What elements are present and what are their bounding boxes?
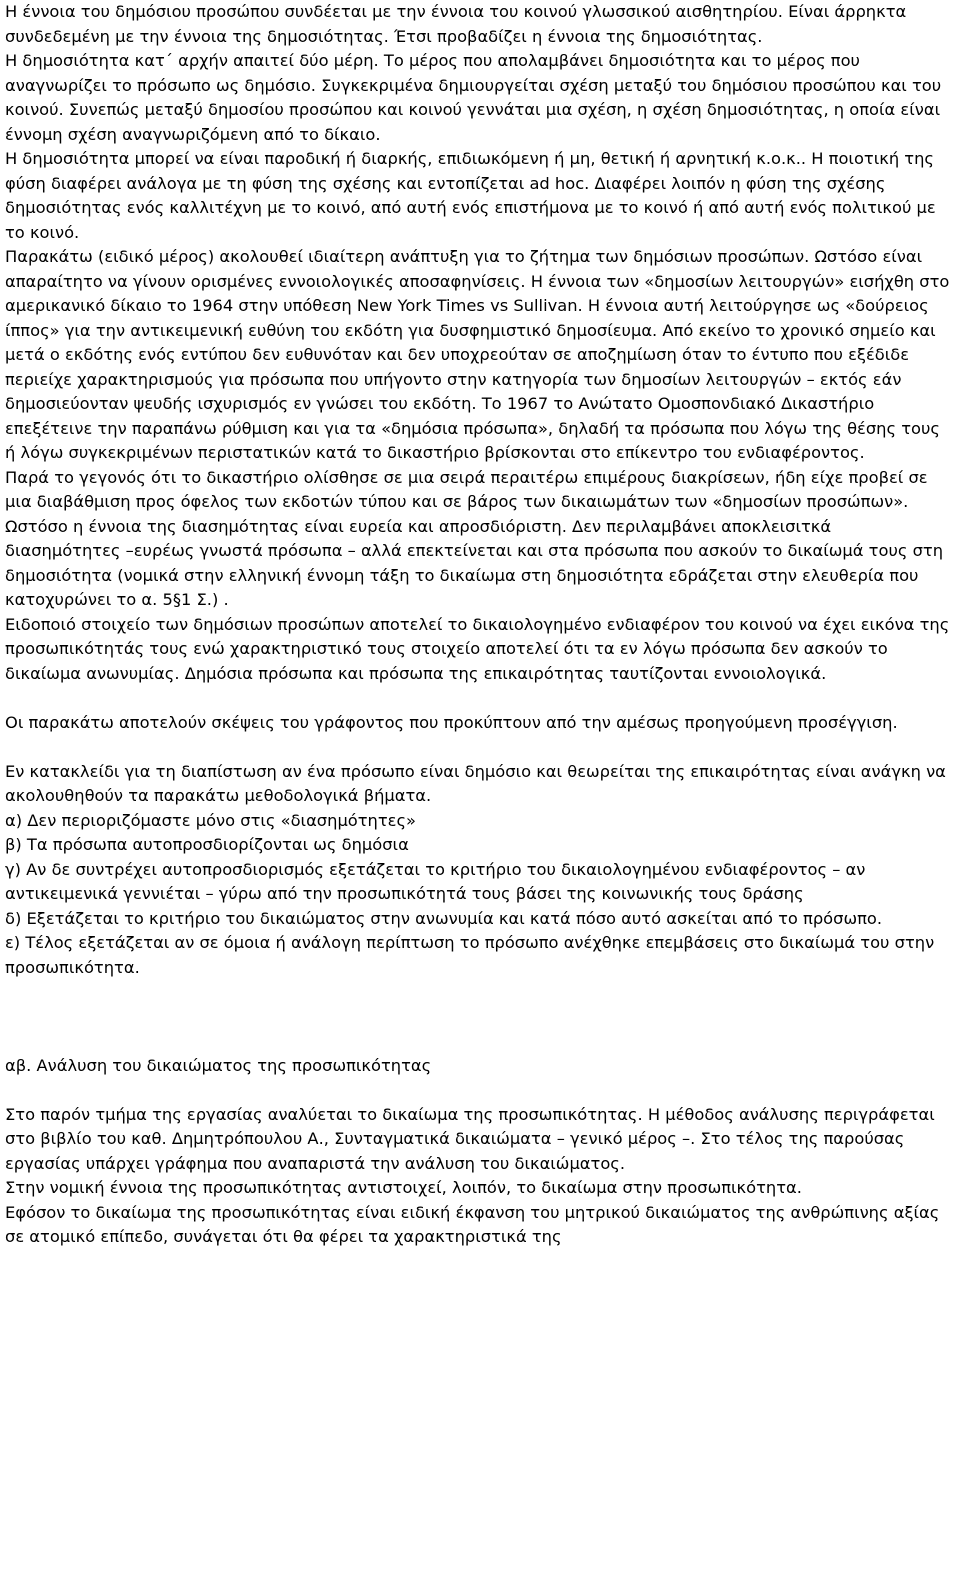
list-item-step-b: β) Τα πρόσωπα αυτοπροσδιορίζονται ως δημόσια [5, 835, 409, 854]
paragraph-publicity-nature: Η δημοσιότητα μπορεί να είναι παροδική ή διαρκής, επιδιωκόμενη ή μη, θετική ή αρνητική κ.ο.κ.. Η ποιοτική της φύση διαφέρει ανάλογα με τη φύση της σχέσης και εντοπίζεται ad hoc. Διαφέρει λοιπόν η φύση της σχέσης δημοσιότητας ενός καλλιτέχνη με το κοινό, από αυτή ενός επιστήμονα με το κοινό ή από αυτή ενός πολιτικού με το κοινό. [5, 149, 936, 242]
paragraph-conclusion: Εν κατακλείδι για τη διαπίστωση αν ένα πρόσωπο είναι δημόσιο και θεωρείται της επικαιρότητας είναι ανάγκη να ακολουθηθούν τα παρακάτω μεθοδολογικά βήματα. [5, 761, 946, 805]
paragraph-celebrity-concept: Παρά το γεγονός ότι το δικαστήριο ολίσθησε σε μια σειρά περαιτέρω επιμέρους διακρίσεων, ήδη είχε προβεί σε μια διαβάθμιση προς όφελος των εκδοτών τύπου και σε βάρος των δικαιωμάτων των «δημοσίων προσώπων». Ωστόσο η έννοια της διασημότητας είναι ευρεία και απροσδιόριστη. Δεν περιλαμβάνει αποκλεισιτκά διασημότητες –ευρέως γνωστά πρόσωπα – αλλά επεκτείνεται και στα πρόσωπα που ασκούν το δικαίωμά τους στη δημοσιότητα (νομικά στην ελληνική έννομη τάξη το δικαίωμα στη δημοσιότητα εδράζεται στην ελευθερία που κατοχυρώνει το α. 5§1 Σ.) . [5, 467, 944, 609]
section-personality-right [5, 1103, 950, 1250]
paragraph-public-person-definition: Η έννοια του δημόσιου προσώπου συνδέεται με την έννοια του κοινού γλωσσικού αισθητηρίου. Είναι άρρηκτα συνδεδεμένη με την έννοια της δημοσιότητας. Έτσι προβαδίζει η έννοια της δημοσιότητας. [5, 2, 907, 46]
spacer [5, 1078, 950, 1103]
section-heading: αβ. Ανάλυση του δικαιώματος της προσωπικότητας [5, 1055, 432, 1075]
paragraph-analysis-method: Στο παρόν τμήμα της εργασίας αναλύεται το δικαίωμα της προσωπικότητας. Η μέθοδος ανάλυσης περιγράφεται στο βιβλίο του καθ. Δημητρόπουλου Α., Συνταγματικά δικαιώματα – γενικό μέρος –. Στο τέλος της παρούσας εργασίας υπάρχει γράφημα που αναπαριστά την ανάλυση του δικαιώματος. [5, 1104, 935, 1173]
spacer [5, 735, 950, 760]
paragraph-public-officials-history: Παρακάτω (ειδικό μέρος) ακολουθεί ιδιαίτερη ανάπτυξη για το ζήτημα των δημόσιων προσώπων. Ωστόσο είναι απαραίτητο να γίνουν ορισμένες εννοιολογικές αποσαφηνίσεις. Η έννοια των «δημοσίων λειτουργών» εισήχθη στο αμερικανικό δίκαιο το 1964 στην υπόθεση New York Times vs Sullivan. Η έννοια αυτή λειτούργησε ως «δούρειος ίππος» για την αντικειμενική ευθύνη του εκδότη για δυσφημιστικό δημοσίευμα. Από εκείνο το χρονικό σημείο και μετά ο εκδότης ενός εντύπου δεν ευθυνόταν και δεν υποχρεούταν σε αποζημίωση όταν το έντυπο που εξέδιδε περιείχε χαρακτηρισμούς για πρόσωπα που υπήγοντο στην κατηγορία των δημοσίων λειτουργών – εκτός εάν δημοσιεύονταν ψευδής ισχυρισμός εν γνώσει του εκδότη. Το 1967 το Ανώτατο Ομοσπονδιακό Δικαστήριο επεξέτεινε την παραπάνω ρύθμιση και για τα «δημόσια πρόσωπα», δηλαδή τα πρόσωπα που λόγω της θέσης τους ή λόγω συγκεκριμένων περιστατικών κατά το δικαστήριο βρίσκονται στο επίκεντρο του ενδιαφέροντος. [5, 247, 950, 462]
paragraph-publicity-relationship: Η δημοσιότητα κατ΄ αρχήν απαιτεί δύο μέρη. Το μέρος που απολαμβάνει δημοσιότητα και το μέρος που αναγνωρίζει το πρόσωπο ως δημόσιο. Συγκεκριμένα δημιουργείται σχέση μεταξύ του δημόσιου προσώπου και του κοινού. Συνεπώς μεταξύ δημοσίου προσώπου και κοινού γεννάται μια σχέση, η σχέση δημοσιότητας, η οποία είναι έννομη σχέση αναγνωριζόμενη από το δίκαιο. [5, 51, 942, 144]
paragraph-author-thoughts: Οι παρακάτω αποτελούν σκέψεις του γράφοντος που προκύπτουν από την αμέσως προηγούμενη προσέγγιση. [5, 712, 898, 732]
paragraph-distinguishing-element: Ειδοποιό στοιχείο των δημόσιων προσώπων αποτελεί το δικαιολογημένο ενδιαφέρον του κοινού να έχει εικόνα της προσωπικότητάς τους ενώ χαρακτηριστικό τους στοιχείο αποτελεί ότι τα εν λόγω πρόσωπα δεν ασκούν το δικαίωμα ανωνυμίας. Δημόσια πρόσωπα και πρόσωπα της επικαιρότητας ταυτίζονται εννοιολογικά. [5, 614, 950, 683]
document-page [5, 0, 950, 1250]
spacer [5, 686, 950, 711]
spacer [5, 980, 950, 1029]
section-methodology [5, 760, 950, 981]
list-item-step-e: ε) Τέλος εξετάζεται αν σε όμοια ή ανάλογη περίπτωση το πρόσωπο ανέχθηκε επεμβάσεις στο δικαίωμά του στην προσωπικότητα. [5, 933, 935, 977]
list-item-step-c: γ) Αν δε συντρέχει αυτοπροσδιορισμός εξετάζεται το κριτήριο του δικαιολογημένου ενδιαφέροντος – αν αντικειμενικά γεννιέται – γύρω από την προσωπικότητά τους βάσει της κοινωνικής τους δράσης [5, 859, 866, 903]
paragraph-human-dignity: Εφόσον το δικαίωμα της προσωπικότητας είναι ειδική έκφανση του μητρικού δικαιώματος της ανθρώπινης αξίας σε ατομικό επίπεδο, συνάγεται ότι θα φέρει τα χαρακτηριστικά της [5, 1202, 940, 1246]
section-author-thoughts [5, 711, 950, 736]
paragraph-legal-concept: Στην νομική έννοια της προσωπικότητας αντιστοιχεί, λοιπόν, το δικαίωμα στην προσωπικότητα. [5, 1178, 802, 1197]
section-public-figure-intro [5, 0, 950, 686]
list-item-step-d: δ) Εξετάζεται το κριτήριο του δικαιώματος στην ανωνυμία και κατά πόσο αυτό ασκείται από το πρόσωπο. [5, 908, 883, 928]
list-item-step-a: α) Δεν περιοριζόμαστε μόνο στις «διασημότητες» [5, 810, 416, 830]
spacer [5, 1029, 950, 1054]
